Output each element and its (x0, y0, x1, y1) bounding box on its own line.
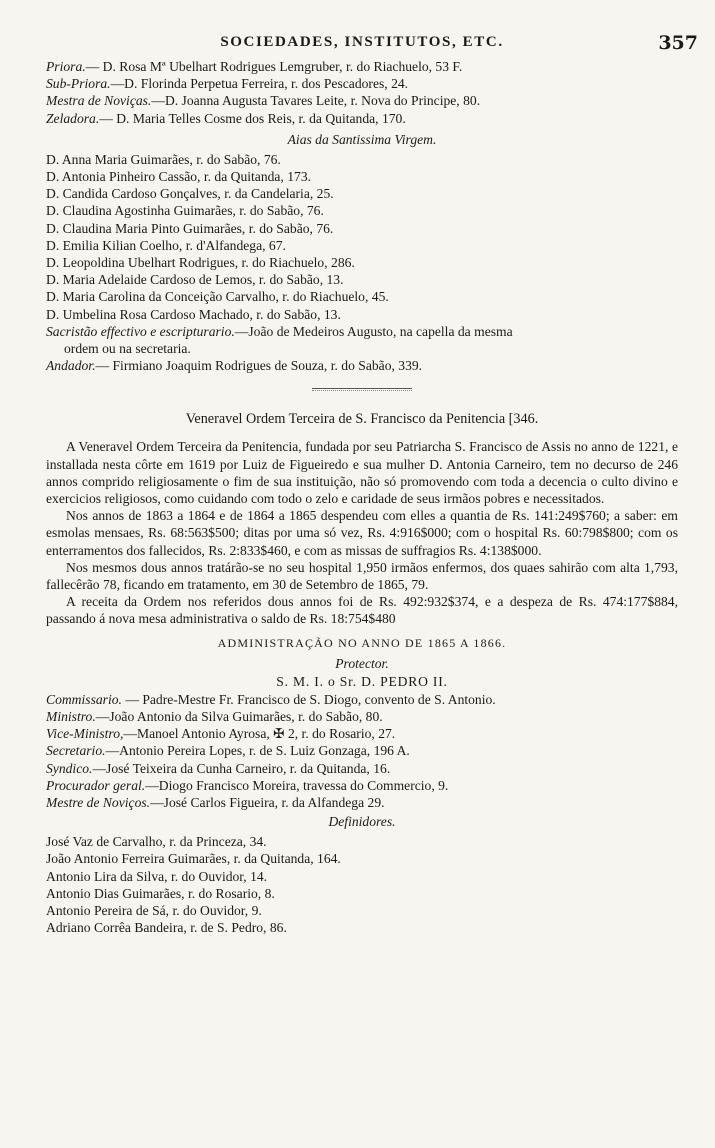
admin-detail: —Diogo Francisco Moreira, travessa do Commercio, 9. (145, 777, 449, 793)
officer-detail: — D. Rosa Mª Ubelhart Rodrigues Lemgruber, r. do Riachuelo, 53 F. (85, 59, 463, 74)
andador-detail: — Firmiano Joaquim Rodrigues de Souza, r. do Sabão, 339. (95, 358, 423, 374)
definidor-item: Antonio Dias Guimarães, r. do Rosario, 8. (46, 885, 275, 901)
officer-line (46, 58, 678, 75)
protector-name: S. M. I. o Sr. D. PEDRO II. (276, 673, 448, 689)
officer-role: Zeladora. (46, 110, 100, 126)
section-divider (312, 388, 412, 391)
sacristao-continuation: ordem ou na secretaria. (64, 341, 191, 357)
definidor-item: João Antonio Ferreira Guimarães, r. da Quitanda, 164. (46, 851, 341, 867)
aia-item: D. Candida Cardoso Gonçalves, r. da Candelaria, 25. (46, 186, 334, 202)
admin-role: Commissario. (46, 691, 122, 707)
aia-item: D. Antonia Pinheiro Cassão, r. da Quitanda, 173. (46, 169, 312, 185)
body-paragraph: A receita da Ordem nos referidos dous annos foi de Rs. 492:932$374, e a despeza de Rs. 474:177$884, passando á nova mesa administrativa o saldo de Rs. 18:754$480 (46, 594, 678, 627)
admin-role: Mestre de Noviços. (46, 794, 151, 810)
administration-heading: ADMINISTRAÇÃO NO ANNO DE 1865 A 1866. (217, 635, 507, 650)
officer-role: Mestra de Noviças. (46, 93, 152, 109)
definidor-item: Antonio Lira da Silva, r. do Ouvidor, 14. (46, 868, 268, 884)
running-header (46, 32, 698, 56)
aia-item: D. Umbelina Rosa Cardoso Machado, r. do Sabão, 13. (46, 306, 341, 322)
body-paragraph: Nos annos de 1863 a 1864 e de 1864 a 1865 despendeu com elles a quantia de Rs. 141:249$760; a saber: em esmolas mensaes, Rs. 68:563$500; ditas por uma só vez, Rs. 4:916$000; com o hospital Rs. 60:798$800; com os enterramentos dos fallecidos, Rs. 2:833$460, e com as missas de suffragios Rs. 4:138$000. (46, 508, 678, 558)
aia-item: D. Maria Adelaide Cardoso de Lemos, r. do Sabão, 13. (46, 272, 344, 288)
administration-list (46, 691, 678, 811)
andador-line (46, 357, 678, 374)
admin-role: Ministro. (46, 708, 96, 724)
admin-detail: —José Teixeira da Cunha Carneiro, r. da Quitanda, 16. (92, 760, 391, 776)
officer-detail: — D. Maria Telles Cosme dos Reis, r. da Quitanda, 170. (99, 110, 406, 126)
admin-detail: —Manoel Antonio Ayrosa, ✠ 2, r. do Rosario, 27. (123, 726, 396, 742)
definidor-item: José Vaz de Carvalho, r. da Princeza, 34. (46, 834, 267, 850)
body-paragraph: A Veneravel Ordem Terceira da Penitencia, fundada por seu Patriarcha S. Francisco de Assis no anno de 1221, e installada nesta côrte em 1619 por Luiz de Figueiredo e sua mulher D. Antonia Carneiro, tem no decurso de 246 annos comprido religiosamente o fim de sua instituição, não só promovendo com toda a decencia o culto divino e exercicios religiosos, como cuidando com todo o zelo e caridade de seus irmãos pobres e necessitados. (46, 439, 678, 507)
admin-line (46, 742, 678, 759)
sacristao-role: Sacristão effectivo e escripturario. (46, 323, 235, 339)
protector-heading: Protector. (335, 655, 389, 671)
officer-role: Priora. (46, 59, 86, 74)
admin-line (46, 708, 678, 725)
admin-detail: —José Carlos Figueira, r. da Alfandega 29. (150, 794, 385, 810)
admin-role: Procurador geral. (46, 777, 146, 793)
sacristao-line (46, 323, 678, 340)
officer-line (46, 92, 678, 109)
sacristao-detail: —João de Medeiros Augusto, na capella da mesma (234, 323, 513, 339)
admin-line (46, 691, 678, 708)
section-title: Veneravel Ordem Terceira de S. Francisco da Penitencia [346. (185, 411, 539, 428)
header-title: SOCIEDADES, INSTITUTOS, ETC. (220, 34, 504, 50)
andador-role: Andador. (46, 358, 96, 374)
admin-line (46, 760, 678, 777)
admin-role: Secretario. (46, 743, 106, 759)
document-page (46, 32, 698, 936)
officer-detail: —D. Joanna Augusta Tavares Leite, r. Nova do Principe, 80. (151, 93, 481, 109)
aia-item: D. Leopoldina Ubelhart Rodrigues, r. do Riachuelo, 286. (46, 255, 355, 271)
admin-detail: —João Antonio da Silva Guimarães, r. do Sabão, 80. (95, 708, 383, 724)
admin-line (46, 725, 678, 742)
body-paragraph: Nos mesmos dous annos tratárão-se no seu hospital 1,950 irmãos enfermos, dos quaes sahirão com alta 1,793, fallecêrão 78, ficando em tratamento, em 30 de Setembro de 1865, 79. (46, 559, 678, 593)
officer-detail: —D. Florinda Perpetua Ferreira, r. dos Pescadores, 24. (110, 76, 409, 92)
definidores-list (46, 833, 678, 936)
admin-line (46, 777, 678, 794)
admin-detail: —Antonio Pereira Lopes, r. de S. Luiz Gonzaga, 196 A. (105, 743, 410, 759)
definidor-item: Antonio Pereira de Sá, r. do Ouvidor, 9. (46, 902, 262, 918)
definidores-heading: Definidores. (328, 814, 396, 830)
officer-line (46, 110, 678, 127)
admin-line (46, 794, 678, 811)
aia-item: D. Maria Carolina da Conceição Carvalho, r. do Riachuelo, 45. (46, 289, 389, 305)
definidor-item: Adriano Corrêa Bandeira, r. de S. Pedro, 86. (46, 920, 287, 936)
aia-item: D. Claudina Agostinha Guimarães, r. do Sabão, 76. (46, 203, 324, 219)
aias-list (46, 151, 678, 323)
admin-role: Vice-Ministro, (46, 726, 124, 742)
officer-role: Sub-Priora. (46, 76, 111, 92)
aia-item: D. Anna Maria Guimarães, r. do Sabão, 76. (46, 151, 281, 167)
officer-line (46, 75, 678, 92)
page-number: 357 (658, 32, 698, 54)
aia-item: D. Emilia Kilian Coelho, r. d'Alfandega, 67. (46, 237, 286, 253)
admin-detail: — Padre-Mestre Fr. Francisco de S. Diogo, convento de S. Antonio. (121, 691, 496, 707)
admin-role: Syndico. (46, 760, 93, 776)
aias-heading: Aias da Santissima Virgem. (287, 131, 437, 147)
officers-list (46, 58, 678, 127)
aia-item: D. Claudina Maria Pinto Guimarães, r. do Sabão, 76. (46, 220, 334, 236)
